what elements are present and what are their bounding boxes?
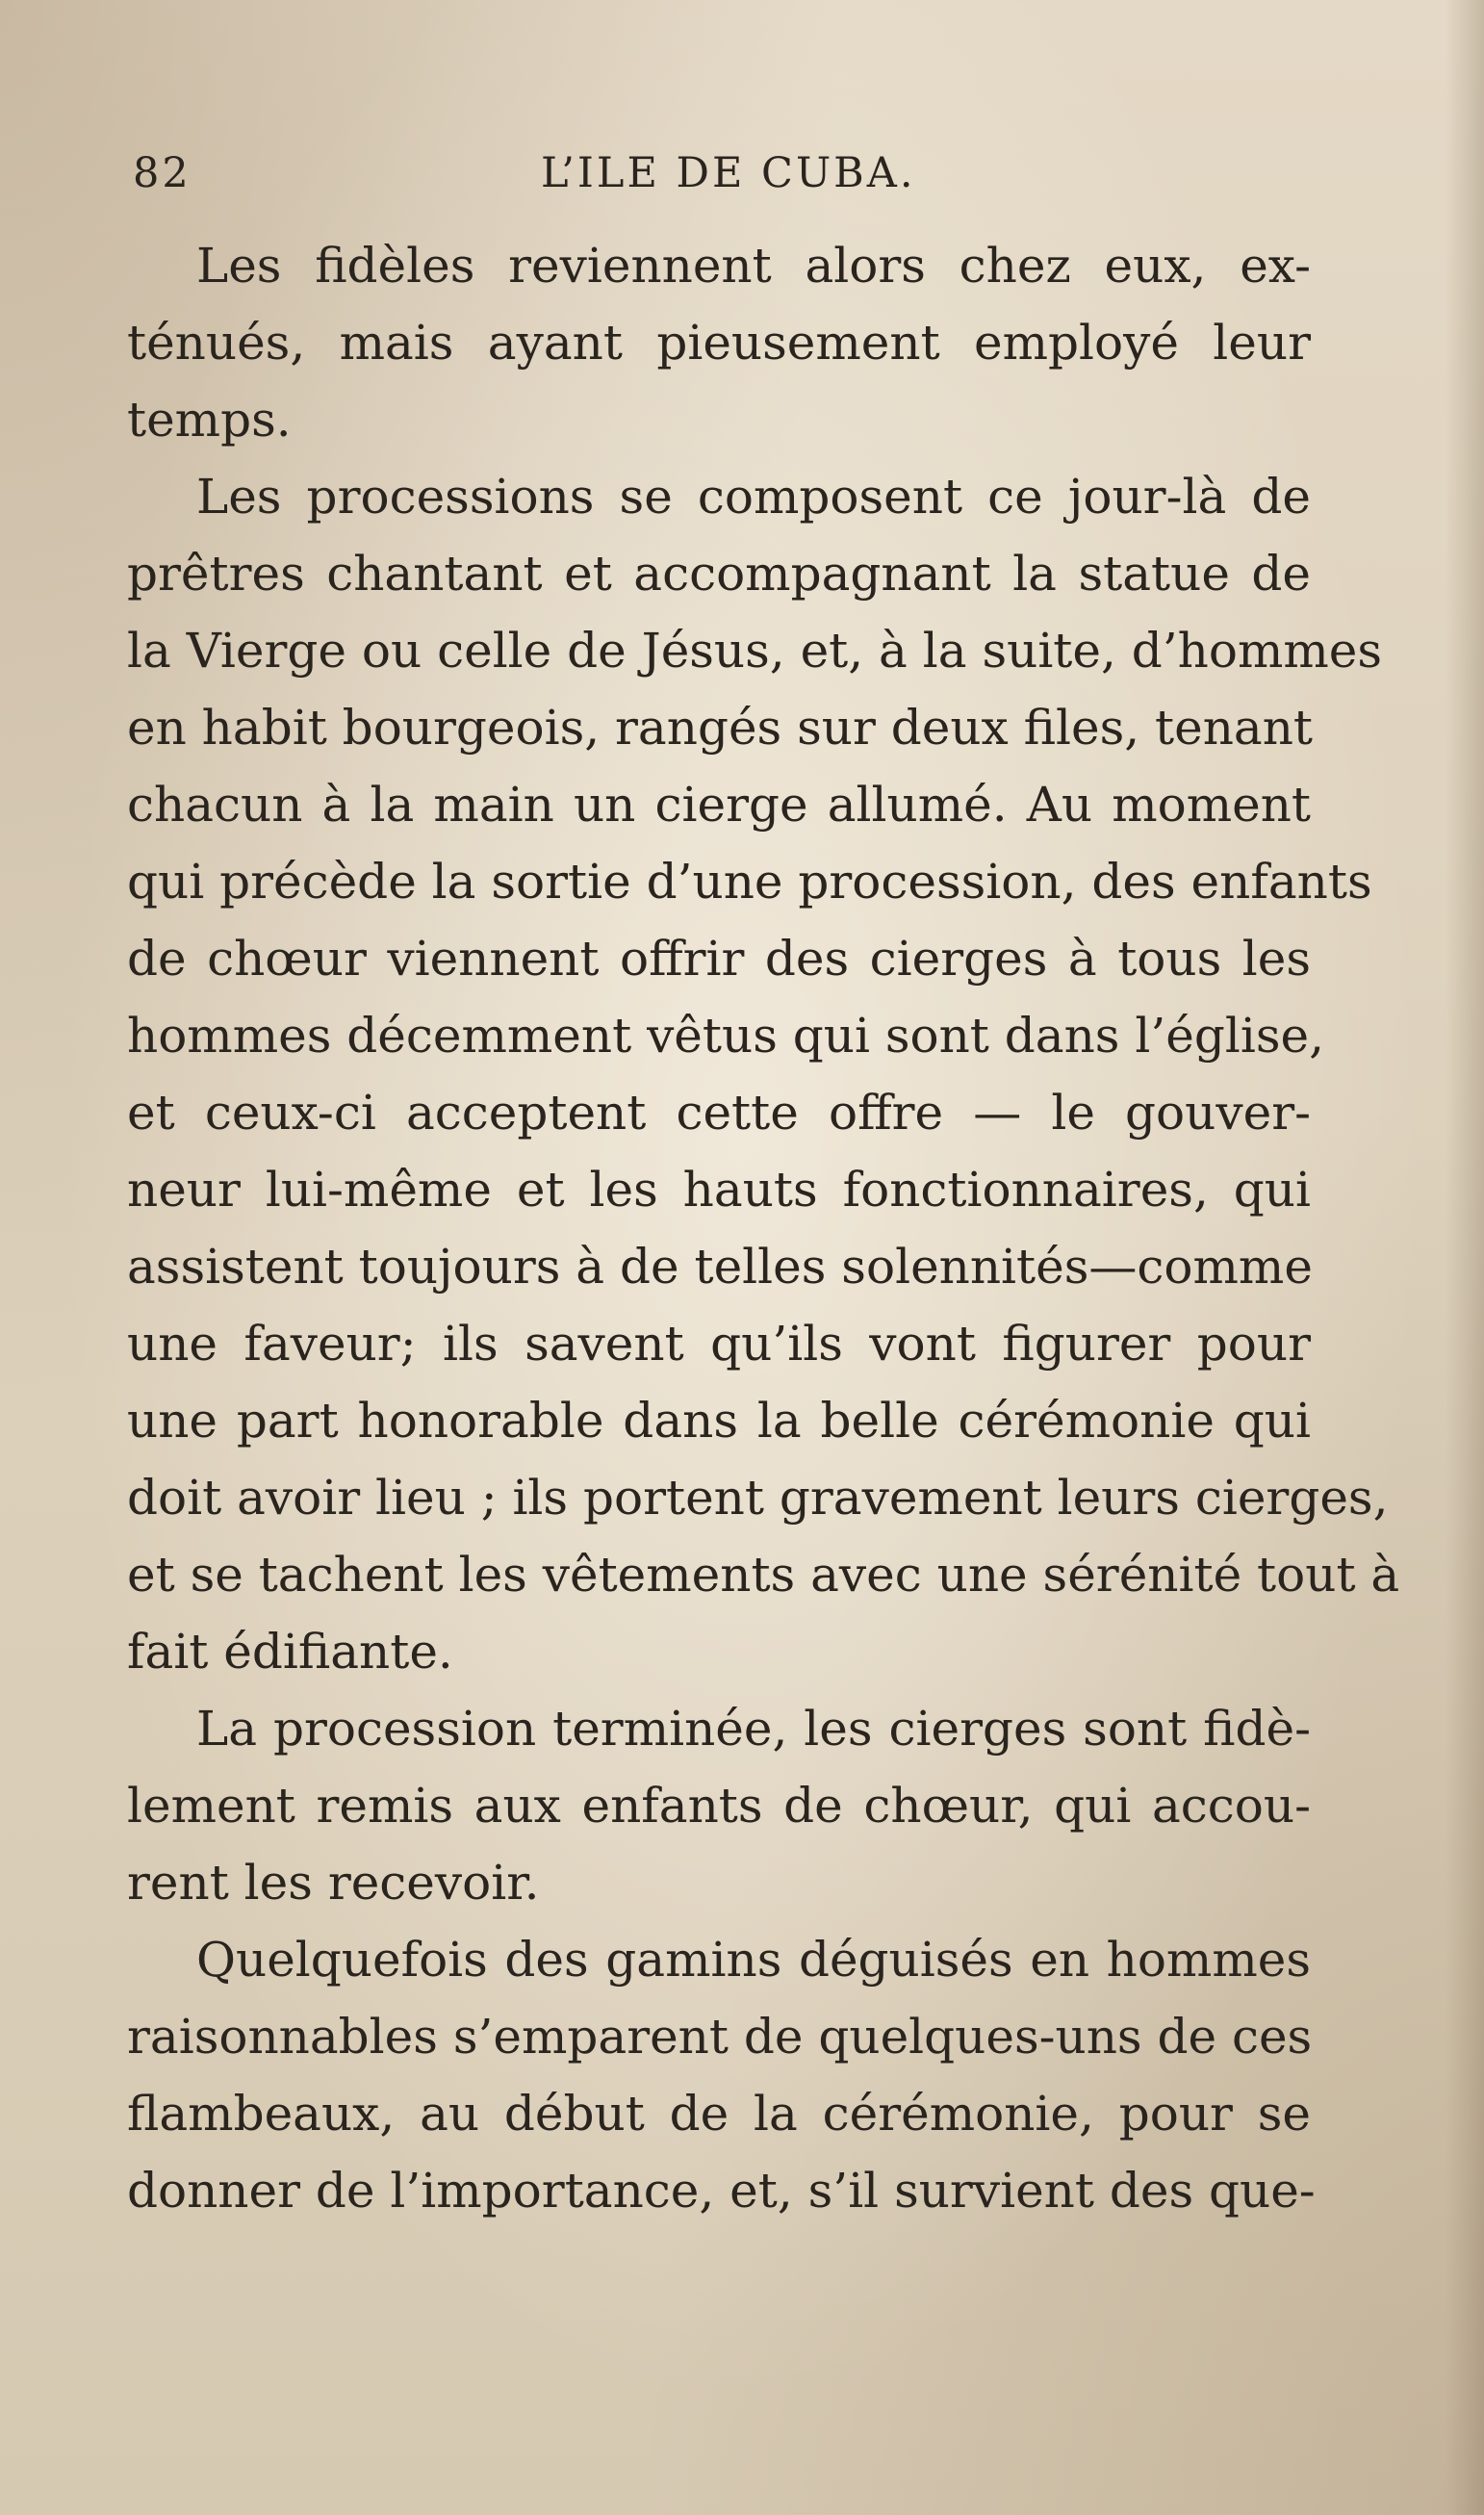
- page-edge-shadow: [1446, 0, 1484, 2515]
- running-title: L’ILE DE CUBA.: [541, 149, 916, 197]
- text-line: chacun à la main un cierge allumé. Au moment: [127, 777, 1311, 833]
- running-head: [133, 146, 941, 200]
- text-line: et se tachent les vêtements avec une sérénité tout à: [127, 1547, 1400, 1603]
- text-line: de chœur viennent offrir des cierges à tous les: [127, 931, 1311, 987]
- body-text: [127, 227, 1400, 2229]
- text-line: prêtres chantant et accompagnant la statue de: [127, 546, 1311, 602]
- text-line: rent les recevoir.: [127, 1855, 540, 1911]
- text-line: doit avoir lieu ; ils portent gravement leurs cierges,: [127, 1470, 1389, 1526]
- text-line: Les fidèles reviennent alors chez eux, ex-: [196, 238, 1311, 294]
- text-line: La procession terminée, les cierges sont fidè-: [196, 1701, 1311, 1757]
- text-line: ténués, mais ayant pieusement employé leur: [127, 315, 1311, 371]
- text-line: fait édifiante.: [127, 1624, 453, 1680]
- text-line: et ceux-ci acceptent cette offre — le gouver-: [127, 1085, 1311, 1141]
- text-line: la Vierge ou celle de Jésus, et, à la suite, d’hommes: [127, 623, 1383, 679]
- text-line: donner de l’importance, et, s’il survient des que-: [127, 2163, 1316, 2219]
- text-line: en habit bourgeois, rangés sur deux files, tenant: [127, 700, 1314, 756]
- text-line: Quelquefois des gamins déguisés en hommes: [196, 1932, 1311, 1988]
- text-line: lement remis aux enfants de chœur, qui accou-: [127, 1778, 1311, 1834]
- text-line: une faveur; ils savent qu’ils vont figurer pour: [127, 1316, 1311, 1372]
- text-line: une part honorable dans la belle cérémonie qui: [127, 1393, 1311, 1449]
- text-line: qui précède la sortie d’une procession, des enfants: [127, 854, 1372, 910]
- text-line: hommes décemment vêtus qui sont dans l’église,: [127, 1008, 1324, 1064]
- text-line: flambeaux, au début de la cérémonie, pour se: [127, 2086, 1311, 2142]
- text-line: assistent toujours à de telles solennités—comme: [127, 1239, 1313, 1295]
- text-line: temps.: [127, 392, 292, 448]
- text-line: Les processions se composent ce jour-là de: [196, 469, 1311, 525]
- page-number: 82: [133, 149, 192, 197]
- text-line: neur lui-même et les hauts fonctionnaires, qui: [127, 1162, 1311, 1218]
- text-line: raisonnables s’emparent de quelques-uns de ces: [127, 2009, 1313, 2065]
